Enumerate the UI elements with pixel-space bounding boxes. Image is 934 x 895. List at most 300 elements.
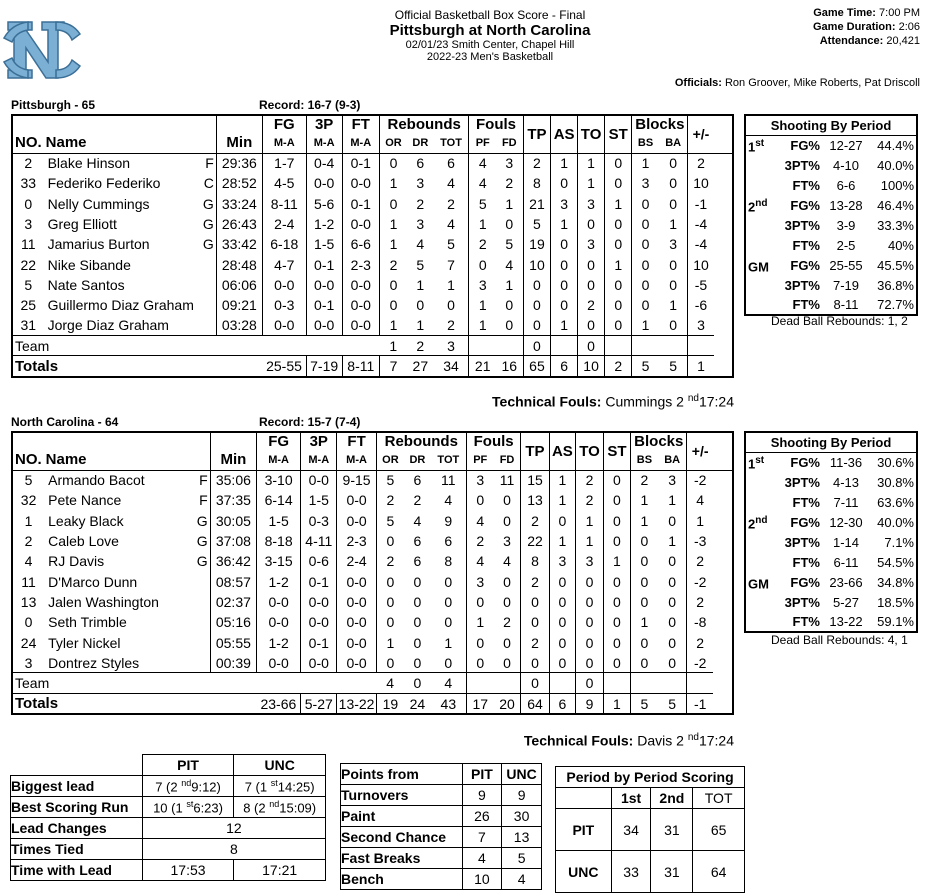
col-tp: TP — [521, 432, 549, 470]
player-no: 32 — [20, 492, 37, 509]
team-to: 0 — [577, 336, 604, 356]
player-name: Nike Sibande — [47, 256, 131, 273]
shooting-row — [745, 235, 917, 255]
shooting-pct: 34.8% — [877, 574, 914, 590]
col-min: Min — [216, 133, 262, 153]
player-name: Jalen Washington — [48, 593, 159, 610]
player-fg: 0-0 — [262, 275, 306, 295]
shooting-label — [745, 215, 821, 235]
player-fd: 1 — [496, 275, 523, 295]
player-ft: 2-4 — [337, 551, 376, 571]
attendance: 20,421 — [886, 35, 920, 47]
player-tot: 0 — [434, 295, 469, 315]
player-pos — [203, 295, 216, 315]
points-from-label: Turnovers — [341, 785, 463, 806]
player-tot: 4 — [434, 214, 469, 234]
player-pf: 1 — [476, 614, 485, 631]
shooting-title: Shooting By Period — [745, 432, 917, 452]
player-name: Nelly Cummings — [47, 195, 150, 212]
shooting-ma: 4-13 — [832, 474, 860, 490]
shooting-row — [745, 492, 917, 512]
player-plusminus: -8 — [693, 614, 707, 631]
shooting-stat: FT% — [792, 494, 820, 510]
shooting-stat: FT% — [792, 297, 820, 312]
player-fd: 0 — [494, 592, 521, 612]
shooting-period: 1st — [748, 137, 765, 155]
player-bs: 1 — [641, 155, 650, 172]
player-bs: 0 — [641, 256, 650, 273]
player-fd: 0 — [496, 295, 523, 315]
tech-name: Cummings 2 — [605, 393, 684, 410]
player-tp: 8 — [521, 551, 549, 571]
attendance-label: Attendance: — [819, 35, 884, 47]
away-shooting-by-period — [744, 114, 918, 316]
player-to: 0 — [577, 254, 604, 274]
player-pf: 0 — [476, 492, 485, 509]
shooting-ma: 12-30 — [829, 514, 863, 530]
player-ft: 0-0 — [337, 592, 376, 612]
tech-time: 17:24 — [698, 732, 734, 749]
player-ft: 0-0 — [342, 275, 379, 295]
player-min: 00:39 — [210, 653, 256, 673]
player-pos — [197, 653, 210, 673]
player-3p: 0-0 — [306, 315, 342, 335]
player-pos: F — [197, 490, 210, 510]
player-tot: 8 — [431, 551, 467, 571]
player-ft: 0-1 — [342, 194, 379, 214]
biggest-lead-unc — [234, 776, 326, 797]
player-to: 2 — [576, 490, 604, 510]
player-min: 26:43 — [216, 214, 262, 234]
player-name: Nate Santos — [47, 276, 125, 293]
player-tp: 2 — [521, 571, 549, 591]
player-no: 25 — [20, 297, 37, 314]
player-pos: F — [197, 470, 210, 490]
player-tot: 5 — [434, 234, 469, 254]
player-ba: 0 — [658, 571, 687, 591]
col-fd: FD — [494, 450, 521, 470]
period-scoring-title: Period by Period Scoring — [556, 767, 745, 788]
player-pos — [197, 592, 210, 612]
player-min: 36:42 — [210, 551, 256, 571]
shooting-row — [745, 175, 917, 195]
col-plusminus: +/- — [692, 126, 710, 143]
col-1st: 1st — [611, 788, 651, 809]
player-bs: 0 — [640, 593, 649, 610]
player-no: 4 — [24, 553, 33, 570]
player-3p: 0-4 — [306, 153, 342, 173]
player-or: 2 — [386, 492, 395, 509]
shooting-stat: FG% — [790, 257, 820, 273]
time-with-lead-unc: 17:21 — [234, 860, 326, 881]
col-fg-ma: M-A — [262, 133, 306, 153]
player-name: D'Marco Dunn — [48, 573, 138, 590]
player-plusminus: 4 — [696, 492, 705, 509]
player-min: 37:35 — [210, 490, 256, 510]
player-tp: 5 — [523, 214, 551, 234]
player-row — [12, 234, 733, 254]
player-fg: 0-0 — [257, 653, 301, 673]
hdr-blank — [197, 450, 210, 470]
shooting-pct: 30.6% — [877, 454, 914, 470]
player-name: RJ Davis — [48, 553, 105, 570]
player-pos — [197, 632, 210, 652]
player-fg: 2-4 — [262, 214, 306, 234]
player-no: 13 — [20, 593, 37, 610]
col-ba: BA — [658, 450, 687, 470]
player-as: 0 — [549, 511, 576, 531]
player-no: 1 — [24, 512, 33, 529]
shooting-pct: 59.1% — [877, 614, 914, 629]
points-from-unc: 30 — [502, 806, 542, 827]
player-pos: G — [203, 234, 216, 254]
totals-label: Totals — [12, 693, 257, 714]
shooting-period-sup: nd — [755, 514, 768, 526]
player-pos — [203, 254, 216, 274]
points-from-title: Points from — [341, 764, 463, 785]
col-bs: BS — [637, 136, 654, 149]
player-name: Jorge Diaz Graham — [47, 317, 169, 334]
player-plusminus: 2 — [696, 553, 705, 570]
time-with-lead-pit: 17:53 — [142, 860, 234, 881]
col-name: Name — [45, 451, 87, 469]
player-fg: 1-2 — [257, 571, 301, 591]
player-to: 1 — [576, 511, 604, 531]
player-pf: 2 — [476, 533, 485, 550]
player-ba: 0 — [659, 254, 688, 274]
points-from-row — [341, 869, 542, 890]
player-fd: 0 — [494, 490, 521, 510]
totals-pf: 21 — [469, 356, 496, 377]
matchup-title: Pittsburgh at North Carolina — [389, 22, 591, 39]
player-fd: 4 — [496, 254, 523, 274]
player-row — [12, 612, 733, 632]
player-ft: 0-0 — [337, 571, 376, 591]
player-ba: 1 — [658, 531, 687, 551]
player-tot: 6 — [434, 153, 469, 173]
player-3p: 0-0 — [301, 592, 337, 612]
shooting-label — [745, 295, 821, 315]
player-no: 0 — [24, 614, 33, 631]
player-ft: 0-0 — [337, 490, 376, 510]
player-fd: 3 — [496, 153, 523, 173]
player-dr: 2 — [413, 492, 422, 509]
hdr-blank — [197, 432, 210, 450]
player-or: 1 — [389, 216, 398, 233]
totals-st: 1 — [603, 693, 630, 714]
player-dr: 0 — [413, 593, 422, 610]
player-row — [12, 551, 733, 571]
shooting-row — [745, 552, 917, 572]
player-min: 29:36 — [216, 153, 262, 173]
player-3p: 1-5 — [301, 490, 337, 510]
game-duration: 2:06 — [898, 21, 920, 33]
totals-label: Totals — [12, 356, 262, 377]
player-to: 2 — [576, 470, 604, 490]
hdr-blank — [216, 115, 262, 133]
shooting-period: 2nd — [748, 514, 768, 531]
player-bs: 0 — [640, 654, 649, 671]
player-plusminus: 2 — [696, 634, 705, 651]
player-tp: 15 — [521, 470, 549, 490]
totals-st: 2 — [605, 356, 632, 377]
col-ba: BA — [659, 133, 688, 153]
player-to: 3 — [577, 234, 604, 254]
player-pf: 1 — [478, 317, 487, 334]
player-as: 0 — [551, 295, 578, 315]
shooting-row — [745, 255, 917, 275]
player-fd: 3 — [494, 531, 521, 551]
player-dr: 0 — [413, 634, 422, 651]
points-from-pit: 10 — [462, 869, 502, 890]
col-ft: FT — [342, 115, 379, 133]
period-unc-2nd: 31 — [651, 851, 693, 893]
player-3p: 1-2 — [306, 214, 342, 234]
player-name: Tyler Nickel — [48, 634, 121, 651]
col-st: ST — [605, 115, 632, 153]
player-dr: 0 — [413, 614, 422, 631]
player-fd: 4 — [494, 551, 521, 571]
player-ft: 2-3 — [337, 531, 376, 551]
player-or: 1 — [389, 175, 398, 192]
player-row — [12, 295, 733, 315]
totals-row — [12, 693, 733, 714]
totals-pf: 17 — [466, 693, 493, 714]
player-row — [12, 653, 733, 673]
player-tot: 1 — [431, 632, 467, 652]
shooting-row — [745, 452, 917, 472]
totals-as: 6 — [551, 356, 578, 377]
shooting-ma: 25-55 — [829, 257, 863, 273]
totals-tp: 65 — [523, 356, 551, 377]
player-pf: 2 — [478, 236, 487, 253]
shooting-pct: 30.8% — [877, 474, 914, 490]
player-to: 1 — [577, 153, 604, 173]
player-or: 0 — [389, 297, 398, 314]
player-fd: 2 — [496, 173, 523, 193]
sup: st — [186, 798, 194, 809]
player-fd: 0 — [494, 653, 521, 673]
totals-plusminus: 1 — [688, 356, 714, 377]
player-tot: 11 — [431, 470, 467, 490]
home-record: Record: 15-7 (7-4) — [259, 415, 361, 429]
player-or: 0 — [386, 573, 395, 590]
best-run-pit — [142, 797, 234, 818]
totals-tp: 64 — [521, 693, 549, 714]
shooting-stat: 3PT% — [784, 534, 820, 550]
player-st: 1 — [603, 551, 630, 571]
player-name: Caleb Love — [48, 533, 119, 550]
player-tot: 4 — [431, 490, 467, 510]
home-shooting-by-period — [744, 431, 918, 633]
player-pf: 4 — [478, 155, 487, 172]
shooting-stat: 3PT% — [784, 217, 820, 233]
player-min: 33:24 — [216, 194, 262, 214]
biggest-lead-label: Biggest lead — [11, 776, 143, 797]
shooting-pct: 72.7% — [877, 297, 914, 312]
player-min: 37:08 — [210, 531, 256, 551]
tech-time: 17:24 — [698, 393, 734, 410]
player-fg: 4-5 — [262, 173, 306, 193]
player-pf: 4 — [476, 512, 485, 529]
home-team-title: North Carolina - 64 — [11, 415, 119, 429]
player-as: 1 — [551, 153, 578, 173]
tech-label: Technical Fouls: — [523, 732, 634, 749]
totals-bs: 5 — [631, 693, 658, 714]
player-ba: 1 — [659, 214, 688, 234]
col-or: OR — [382, 453, 399, 466]
doc-title: Official Basketball Box Score - Final — [394, 8, 586, 22]
col-tot: TOT — [431, 450, 467, 470]
player-min: 28:52 — [216, 173, 262, 193]
player-dr: 4 — [413, 512, 422, 529]
hdr-blank — [12, 115, 203, 133]
col-fg-ma: M-A — [257, 450, 301, 470]
player-st: 0 — [603, 511, 630, 531]
player-ba: 1 — [659, 295, 688, 315]
shooting-ma: 11-36 — [829, 454, 863, 470]
shooting-ma: 1-14 — [832, 534, 860, 550]
player-no: 3 — [24, 216, 33, 233]
shooting-pct: 40.0% — [877, 157, 914, 173]
points-from-table — [340, 763, 542, 890]
player-plusminus: -6 — [694, 297, 708, 314]
player-pf: 3 — [476, 472, 485, 489]
player-tot: 0 — [431, 571, 467, 591]
points-from-label: Bench — [341, 869, 463, 890]
away-team-title: Pittsburgh - 65 — [11, 98, 96, 112]
shooting-ma: 2-5 — [836, 237, 856, 253]
period-pit-tot: 65 — [693, 809, 745, 851]
player-plusminus: -5 — [694, 276, 708, 293]
shooting-ma: 3-9 — [836, 217, 856, 233]
shooting-period-sup: st — [755, 137, 765, 149]
duration-label: Game Duration: — [813, 21, 896, 33]
col-fg: FG — [257, 432, 301, 450]
player-row — [12, 571, 733, 591]
points-from-label: Fast Breaks — [341, 848, 463, 869]
player-fg: 3-15 — [257, 551, 301, 571]
player-pf: 4 — [478, 175, 487, 192]
times-tied-value: 8 — [142, 839, 325, 860]
player-ba: 0 — [659, 153, 688, 173]
totals-fg: 25-55 — [262, 356, 306, 377]
player-fg: 1-7 — [262, 153, 306, 173]
player-ft: 0-0 — [337, 511, 376, 531]
player-to: 0 — [577, 315, 604, 335]
player-pos: G — [197, 531, 210, 551]
points-from-row — [341, 848, 542, 869]
player-name: Guillermo Diaz Graham — [47, 297, 194, 314]
points-from-pit: 7 — [462, 827, 502, 848]
tech-sup: nd — [687, 732, 699, 743]
player-name: Blake Hinson — [47, 155, 131, 172]
player-row — [12, 632, 733, 652]
shooting-label — [745, 135, 821, 155]
game-info — [813, 6, 920, 48]
col-as: AS — [551, 115, 578, 153]
player-ba: 0 — [658, 612, 687, 632]
player-ft: 9-15 — [337, 470, 376, 490]
col-2nd: 2nd — [651, 788, 693, 809]
player-st: 1 — [605, 254, 632, 274]
v: 8 (2 — [243, 800, 266, 816]
player-fd: 2 — [494, 612, 521, 632]
shooting-label — [745, 572, 821, 592]
player-row — [12, 592, 733, 612]
team-dr: 0 — [404, 673, 431, 693]
player-fg: 0-3 — [262, 295, 306, 315]
player-plusminus: 10 — [693, 256, 709, 273]
home-box-score-table — [11, 431, 734, 715]
player-name: Pete Nance — [48, 492, 122, 509]
player-name: Dontrez Styles — [48, 654, 140, 671]
lead-changes-label: Lead Changes — [11, 818, 143, 839]
lead-changes-value: 12 — [142, 818, 325, 839]
player-min: 08:57 — [210, 571, 256, 591]
player-plusminus: -2 — [693, 573, 707, 590]
player-no: 5 — [24, 472, 33, 489]
blank — [469, 336, 523, 356]
player-plusminus: -1 — [694, 195, 708, 212]
player-row — [12, 254, 733, 274]
col-name: Name — [45, 134, 87, 152]
shooting-pct: 100% — [880, 177, 914, 193]
player-fg: 1-5 — [257, 511, 301, 531]
col-as: AS — [549, 432, 576, 470]
player-to: 0 — [576, 653, 604, 673]
home-dead-ball-rebounds: Dead Ball Rebounds: 4, 1 — [771, 633, 908, 647]
blank — [466, 673, 521, 693]
player-no: 5 — [24, 276, 33, 293]
player-tp: 0 — [523, 295, 551, 315]
player-pos — [203, 315, 216, 335]
shooting-stat: FT% — [792, 614, 820, 629]
player-tot: 0 — [431, 653, 467, 673]
player-min: 35:06 — [210, 470, 256, 490]
player-st: 0 — [603, 470, 630, 490]
player-pf: 0 — [476, 593, 485, 610]
player-min: 09:21 — [216, 295, 262, 315]
player-row — [12, 275, 733, 295]
player-to: 2 — [577, 295, 604, 315]
shooting-pct: 33.3% — [877, 217, 914, 233]
home-technical-fouls — [524, 732, 734, 749]
player-as: 3 — [551, 194, 578, 214]
player-no: 31 — [20, 317, 37, 334]
player-tp: 0 — [521, 653, 549, 673]
player-st: 1 — [605, 194, 632, 214]
blank — [632, 336, 688, 356]
player-bs: 0 — [640, 573, 649, 590]
shooting-ma: 5-27 — [832, 594, 860, 610]
col-ft-ma: M-A — [337, 450, 376, 470]
player-3p: 0-1 — [306, 295, 342, 315]
player-to: 0 — [576, 612, 604, 632]
player-3p: 0-1 — [301, 632, 337, 652]
points-from-row — [341, 827, 542, 848]
player-st: 0 — [605, 234, 632, 254]
tech-name: Davis 2 — [637, 732, 684, 749]
player-fd: 11 — [494, 470, 521, 490]
points-from-pit: 26 — [462, 806, 502, 827]
player-fd: 0 — [496, 315, 523, 335]
player-dr: 6 — [413, 472, 422, 489]
biggest-lead-pit — [142, 776, 234, 797]
col-to: TO — [576, 432, 604, 470]
player-or: 0 — [389, 155, 398, 172]
date-venue: 02/01/23 Smith Center, Chapel Hill — [405, 39, 575, 51]
